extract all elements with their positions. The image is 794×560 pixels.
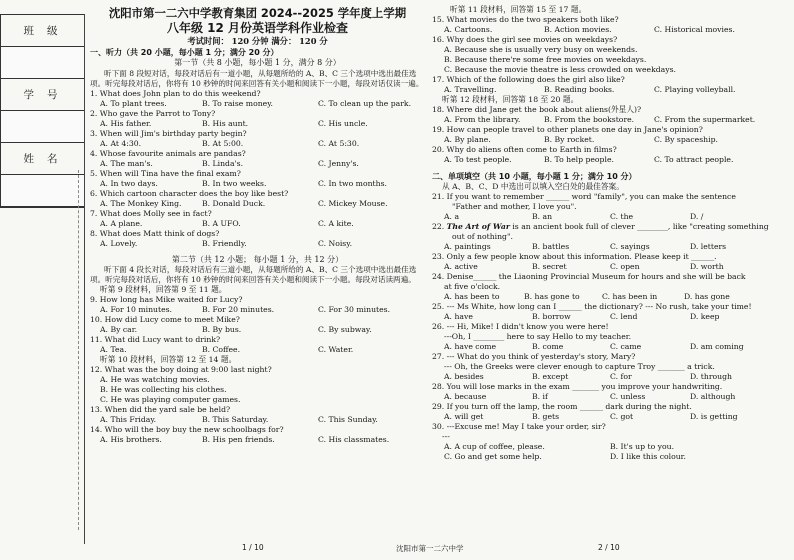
part-one-heading: 第一节（共 8 小题，每小题 1 分，满分 8 分） xyxy=(174,58,341,67)
question-22: 22. The Art of War is an ancient book full of clever ________, like "creating something out of nothing". A. paintings B. battles C. sayings D. letters xyxy=(432,222,769,251)
book-title: The Art of War xyxy=(446,222,510,231)
part-two-heading: 第二节（共 12 小题； 每小题 1 分，共 12 分） xyxy=(171,254,344,264)
footer-school-name: 沈阳市第一二六中学 xyxy=(396,544,464,553)
question-12: 12. What was the boy doing at 9:00 last night? A. He was watching movies. B. He was collecting his clothes. C. He was playing computer games. xyxy=(90,365,272,404)
cut-line xyxy=(78,170,80,530)
name-field xyxy=(1,175,85,207)
part-one-questions xyxy=(90,89,425,249)
question-4: 4. Whose favourite animals are pandas? A. The man's. B. Linda's. C. Jenny's. xyxy=(90,148,359,168)
material-12-note: 听第 12 段材料，回答第 18 至 20 题。 xyxy=(442,95,579,104)
question-5: 5. When will Tina have the final exam? A. In two days. B. In two weeks. C. In two months. xyxy=(90,168,387,188)
material-10-note: 听第 10 段材料，回答第 12 至 14 题。 xyxy=(100,355,237,364)
question-21: 21. If you want to remember ______ word "family", you can make the sentence "Father and mother, I love you". A. a B. an C. the D. / xyxy=(432,192,736,221)
question-2: 2. Who gave the Parrot to Tony? A. His father. B. His aunt. C. His uncle. xyxy=(90,108,368,128)
exam-meta: 考试时间： 120 分钟 满分： 120 分 xyxy=(187,36,328,46)
name-label: 姓 名 xyxy=(1,143,85,175)
left-column xyxy=(90,0,425,445)
question-24: 24. Denise______ the Liaoning Provincial Museum for hours and she will be back at five o'clock. A. has been to B. has gone to C. has been in D. has gone xyxy=(432,272,746,301)
question-7: 7. What does Molly see in fact? A. A plane. B. A UFO. C. A kite. xyxy=(90,208,354,228)
class-field xyxy=(1,47,85,79)
question-25: 25. --- Ms White, how long can I ______ the dictionary? --- No rush, take your time! A. have B. borrow C. lend D. keep xyxy=(432,302,752,321)
question-15: 15. What movies do the two speakers both like? A. Cartoons. B. Action movies. C. Historical movies. xyxy=(432,15,735,34)
section-single-choice: 二、单项填空（共 10 小题，每小题 1 分；满分 10 分） xyxy=(432,172,637,181)
question-20: 20. Why do aliens often come to Earth in films? A. To test people. B. To help people. C. To attract people. xyxy=(432,145,734,164)
question-1: 1. What does John plan to do this weekend? A. To plant trees. B. To raise money. C. To clean up the park. xyxy=(90,88,412,108)
question-14: 14. Who will the boy buy the new schoolbags for? A. His brothers. B. His pen friends. C. His classmates. xyxy=(90,425,390,444)
question-29: 29. If you turn off the lamp, the room ______ dark during the night. A. will get B. gets C. got D. is getting xyxy=(432,402,738,421)
question-16: 16. Why does the girl see movies on weekdays? A. Because she is usually very busy on weekends. B. Because there're some free movies on weekdays. C. Because the movie theatre is less crowded on weekdays. xyxy=(432,35,676,74)
question-26: 26. --- Hi, Mike! I didn't know you were here! ---Oh, I ________ here to say Hello to my teacher. A. have come B. come C. came D. am coming xyxy=(432,322,744,351)
binding-line xyxy=(84,14,85,544)
question-10: 10. How did Lucy come to meet Mike? A. By car. B. By bus. C. By subway. xyxy=(90,315,372,334)
question-19: 19. How can people travel to other planets one day in Jane's opinion? A. By plane. B. By rocket. C. By spaceship. xyxy=(432,125,718,144)
student-info-strip xyxy=(0,14,85,208)
question-17: 17. Which of the following does the girl also like? A. Travelling. B. Reading books. C. Playing volleyball. xyxy=(432,75,736,94)
question-27: 27. --- What do you think of yesterday's story, Mary? --- Oh, the Greeks were clever enough to capture Troy _______ a trick. A. besides B. except C. for D. through xyxy=(432,352,732,381)
part-two-instructions: 听下面 4 段长对话，每段对话后有三道小题，从每题所给的 A、B、C 三个选项中选出最佳选项。听完每段对话后，你将有 10 秒钟的时间来回答有关小题和阅读下一小题。每段对话读两遍。 xyxy=(90,265,417,284)
question-30: 30. ---Excuse me! May I take your order, sir? --- A. A cup of coffee, please. B. It's up to you. C. Go and get some help. D. I like this colour. xyxy=(432,422,686,461)
student-number-field xyxy=(1,111,85,143)
material-11-note: 听第 11 段材料，回答第 15 至 17 题。 xyxy=(450,5,587,14)
question-9: 9. How long has Mike waited for Lucy? A. For 10 minutes. B. For 20 minutes. C. For 30 minutes. xyxy=(90,295,391,314)
exam-subtitle: 八年级 12 月份英语学科作业检查 xyxy=(166,21,349,35)
question-6: 6. Which cartoon character does the boy like best? A. The Monkey King. B. Donald Duck. C. Mickey Mouse. xyxy=(90,188,388,208)
question-23: 23. Only a few people know about this information. Please keep it ______. A. active B. secret C. open D. worth xyxy=(432,252,724,271)
question-11: 11. What did Lucy want to drink? A. Tea. B. Coffee. C. Water. xyxy=(90,335,354,354)
question-18: 18. Where did Jane get the book about aliens(外星人)? A. From the library. B. From the bookstore. C. From the supermarket. xyxy=(432,105,756,124)
exam-title: 沈阳市第一二六中学教育集团 2024--2025 学年度上学期 xyxy=(108,6,407,20)
part-one-instructions: 听下面 8 段短对话，每段对话后有一道小题，从每题所给的 A、B、C 三个选项中选出最佳选项。听完每段对话后，你将有 10 秒钟的时间来回答有关小题和阅读下一小题，每段对话仅读一遍。 xyxy=(90,68,424,88)
student-number-label: 学 号 xyxy=(1,79,85,111)
question-28: 28. You will lose marks in the exam _______ you improve your handwriting. A. because B. if C. unless D. although xyxy=(432,382,736,401)
page-number-left: 1 / 10 xyxy=(242,543,264,552)
material-9-note: 听第 9 段材料，回答第 9 至 11 题。 xyxy=(100,285,227,294)
class-label: 班 级 xyxy=(1,15,85,47)
question-3: 3. When will Jim's birthday party begin? A. At 4:30. B. At 5:00. C. At 5:30. xyxy=(90,128,360,148)
single-choice-instructions: 从 A、B、C、D 中选出可以填入空白处的最佳答案。 xyxy=(442,182,624,191)
section-listening: 一、听力（共 20 小题，每小题 1 分；满分 20 分） xyxy=(90,48,279,57)
question-8: 8. What does Matt think of dogs? A. Lovely. B. Friendly. C. Noisy. xyxy=(90,228,353,248)
right-column xyxy=(432,5,788,462)
question-13: 13. When did the yard sale be held? A. This Friday. B. This Saturday. C. This Sunday. xyxy=(90,405,378,424)
page-number-right: 2 / 10 xyxy=(598,543,620,552)
